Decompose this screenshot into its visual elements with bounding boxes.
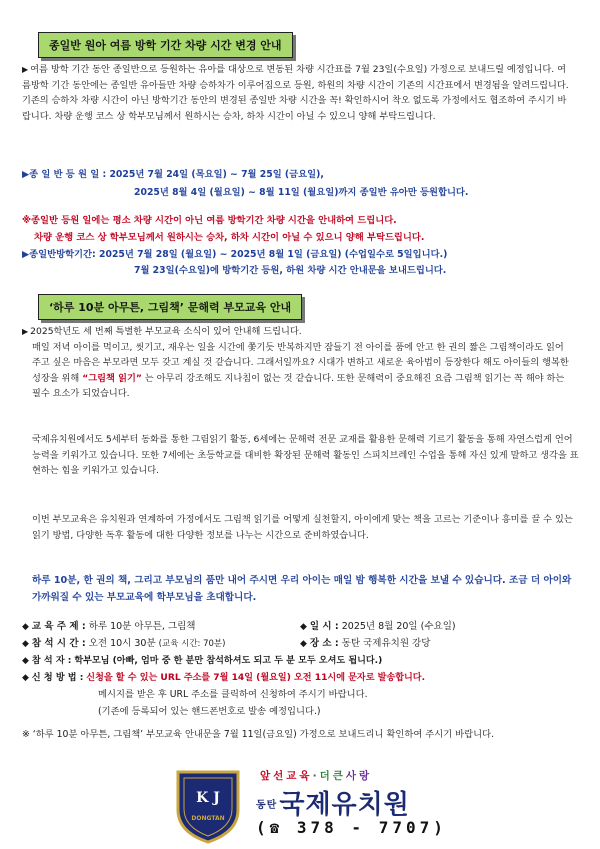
p1-highlight: “그림책 읽기”: [82, 372, 142, 384]
bullet-icon: ▶: [22, 169, 30, 180]
section2-para2: 국제유치원에서도 5세부터 동화를 통한 그림읽기 활동, 6세에는 문해력 전문 교재를 활용한 문해력 기르기 활동을 통해 자연스럽게 언어능력을 키워가고 있습니다. 또한 7세에는 초등학교를 대비한 확장된 문해력 활동인 스피치브레인 수업을 통해 자신 있게 말하고 생각을 표현하는 힘을 키워가고 있습니다.: [32, 434, 579, 477]
vacation-line1: [22, 248, 447, 262]
place-label: 장 소 :: [309, 638, 339, 649]
bullet-icon: ▶: [22, 327, 29, 336]
topic-label: 교 육 주 제 :: [31, 621, 86, 632]
p1-first-line: 2025학년도 세 번째 특별한 부모교육 소식이 있어 안내해 드립니다.: [30, 326, 302, 337]
school-name: [256, 784, 410, 821]
diamond-icon: ◆: [22, 656, 29, 666]
topic-value: 하루 10분 아무튼, 그림책: [88, 621, 196, 632]
apply-row: [22, 671, 425, 685]
section2-para1: [22, 324, 570, 402]
apply-label: 신 청 방 법 :: [31, 673, 84, 683]
logo-motto: 앞선교육·더큰사랑: [260, 770, 373, 782]
school-name-small: 동탄: [256, 800, 278, 811]
topic-row: [22, 620, 195, 634]
footnote: ※ ‘하루 10분 아무튼, 그림책’ 부모교육 안내문을 7월 11일(금요일) 가정으로 보내드리니 확인하여 주시기 바랍니다.: [22, 729, 495, 741]
diamond-icon: ◆: [22, 639, 29, 649]
attend-label: 종 일 반 등 원 일 :: [29, 169, 107, 180]
place-row: [300, 637, 430, 651]
school-logo: [168, 766, 447, 846]
section2-para3: 이번 부모교육은 유치원과 연계하여 가정에서도 그림책 읽기를 어떻게 실천할지, 아이에게 맞는 책을 고르는 기준이나 흥미를 끌 수 있는 읽기 방법, 다양한 독후 활동에 대한 다양한 정보를 나누는 시간으로 준비하였습니다.: [32, 514, 573, 541]
p1-text-b: 는 아무리 강조해도 지나침이 없는 것 같습니다. 또한 문해력이 중요해진 요즘 그림책 읽기는 꼭 해야 하는 필수 요소가 되었습니다.: [32, 372, 565, 400]
apply-value: 신청을 할 수 있는 URL 주소를 7월 14일 (월요일) 오전 11시에 문자로 발송합니다.: [86, 673, 426, 683]
section1-intro: [22, 62, 570, 124]
bullet-icon: ▶: [22, 65, 29, 74]
notice-line2: 차량 운행 코스 상 학부모님께서 원하시는 승차, 하차 시간이 아닐 수 있으니 양해 부탁드립니다.: [34, 232, 425, 243]
notice-line1: ※종일반 등원 일에는 평소 차량 시간이 아닌 여름 방학기간 차량 시간을 안내하여 드립니다.: [22, 215, 397, 226]
diamond-icon: ◆: [300, 622, 307, 632]
p1-body: [22, 340, 570, 402]
emblem-icon: [168, 766, 248, 846]
attend-line2: 2025년 8월 4일 (월요일) ~ 8월 11일 (월요일)까지 종일반 유아만 등원합니다.: [134, 187, 469, 198]
time-row: [22, 637, 225, 651]
section1-heading: 종일반 원아 여름 방학 기간 차량 시간 변경 안내: [38, 32, 293, 58]
time-extra: (교육 시간: 70분): [158, 639, 226, 649]
date-row: [300, 620, 456, 634]
attend-dates1: 2025년 7월 24일 (목요일) ~ 7월 25일 (금요일),: [109, 169, 324, 180]
invite-text: 하루 10분, 한 권의 책, 그리고 부모님의 품만 내어 주시면 우리 아이는 매일 밤 행복한 시간을 보낼 수 있습니다. 조금 더 아이와 가까워질 수 있는 부모교육에 학부모님을 초대합니다.: [32, 575, 572, 603]
vacation-label: 종일반방학기간:: [29, 249, 96, 260]
bullet-icon: ▶: [22, 249, 30, 260]
vacation-days: (수업일수로 5일입니다.): [344, 249, 448, 260]
diamond-icon: ◆: [22, 673, 29, 683]
section1-intro-text: 여름 방학 기간 동안 종일반으로 등원하는 유아를 대상으로 변동된 차량 시간표를 7월 23일(수요일) 가정으로 보내드릴 예정입니다. 여름방학 기간 동안에는 종일반 유아들만 차량 승하차가 이루어짐으로 등원, 하원의 차량 시간이 기존의 시간표에서 변경됨을 알려드립니다. 기존의 승하차 차량 시간이 아닌 방학기간 동안의 변경된 종일반 차량 시간을 꼭! 확인하시어 착오 없도록 가정에서도 협조하여 주시기 바랍니다. 차량 운행 코스 상 학부모님께서 원하시는 승차, 하차 시간이 아닐 수 있으니 양해 부탁드립니다.: [22, 64, 569, 122]
target-row: [22, 654, 382, 668]
target-label: 참 석 자 :: [31, 656, 72, 666]
place-value: 동탄 국제유치원 강당: [341, 638, 431, 649]
time-value: 오전 10시 30분: [88, 638, 156, 649]
school-name-main: 국제유치원: [279, 790, 410, 820]
date-value: 2025년 8월 20일 (수요일): [341, 621, 456, 632]
school-phone: (☎ 378 - 7707): [256, 818, 447, 837]
p1-text-a: 매일 저녁 아이를 먹이고, 씻기고, 재우는 일을 시간에 쫓기듯 반복하지만 잠들기 전 아이를 품에 안고 한 권의 짧은 그림책이라도 읽어주고 싶은 마음은 부모라면 모두 갖고 계실 것 같습니다. 그래서일까요? 시대가 변하고 새로운 육아법이 등장한다 해도 아이들의 행복한 성장을 위해: [32, 341, 569, 384]
diamond-icon: ◆: [22, 622, 29, 632]
time-label: 참 석 시 간 :: [31, 638, 86, 649]
vacation-line2: 7월 23일(수요일)에 방학기간 등원, 하원 차량 시간 안내문을 보내드립니다.: [134, 265, 447, 276]
emblem-text: DONGTAN: [191, 815, 225, 822]
target-value: 학부모님 (아빠, 엄마 중 한 분만 참석하셔도 되고 두 분 모두 오셔도 됩니다.): [74, 656, 383, 666]
emblem-letters: K J: [196, 790, 220, 806]
date-label: 일 시 :: [309, 621, 339, 632]
vacation-dates: 2025년 7월 28일 (월요일) ~ 2025년 8월 1일 (금요일): [99, 249, 342, 260]
apply-line3: (기존에 등록되어 있는 핸드폰번호로 발송 예정입니다.): [98, 706, 321, 717]
diamond-icon: ◆: [300, 639, 307, 649]
attend-line1: [22, 168, 324, 182]
apply-line2: 메시지를 받은 후 URL 주소를 클릭하여 신청하여 주시기 바랍니다.: [98, 689, 368, 700]
section2-heading: ‘하루 10분 아무튼, 그림책’ 문해력 부모교육 안내: [38, 294, 302, 320]
